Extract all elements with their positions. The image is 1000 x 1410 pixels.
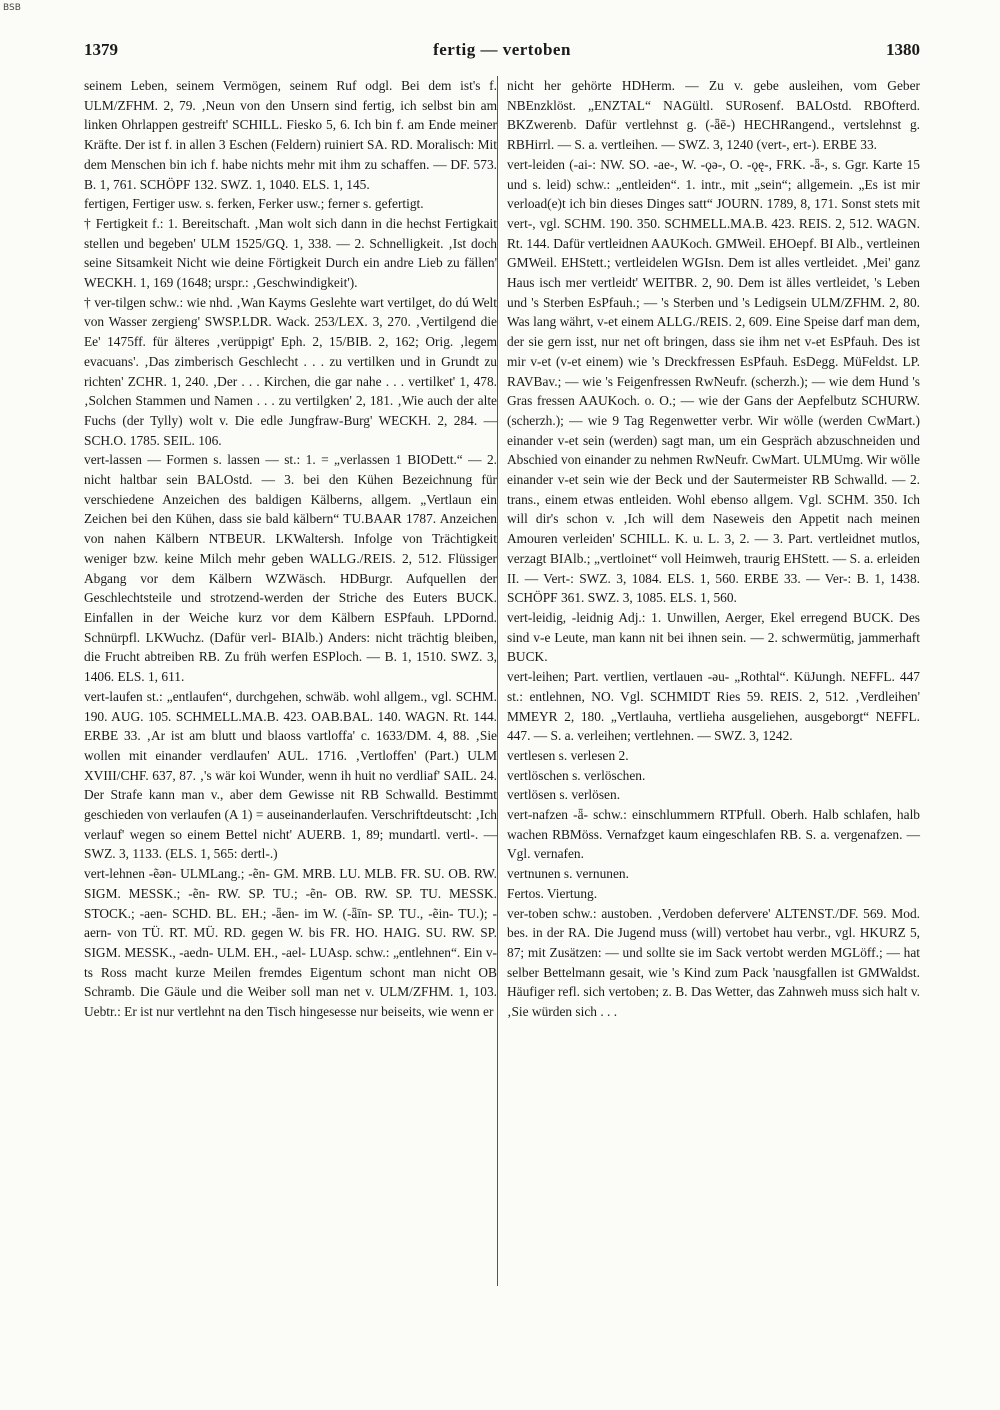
entry-paragraph: vert-lassen — Formen s. lassen — st.: 1. = „verlassen 1 BIODett.“ — 2. nicht haltbar sein BALOstd. — 3. bei den Kühen Bezeichnung für verschiedene Anzeichen des baldigen Kälberns, allgem. „Vertlaun ein Zeichen bei den Kühen, dass sie bald kälbern“ TU.BAAR 1787. Anzeichen von nahen Kälbern NTBEUR. LKWaltersh. Infolge von Trächtigkeit weniger bzw. keine Milch mehr geben WALLG./REIS. 2, 512. Flüssiger Abgang vor dem Kälbern WZWäsch. HDBurgr. Aufquellen der Geschlechtsteile und strotzend-werden der Striche des Euters BUCK. Einfallen in der Weiche kurz vor dem Kälbern ESPfauh. LPDornd. Schnürpfl. LKWuchz. (Dafür verl- BIAlb.) Anders: nicht trächtig bleiben, die Frucht abtreiben RB. Zu früh werfen ESPloch. — B. 1, 1510. SWZ. 3, 1406. ELS. 1, 611. xyxy=(84,452,497,685)
left-column xyxy=(84,76,497,1022)
entry-paragraph: † Fertigkeit f.: 1. Bereitschaft. ‚Man wolt sich dann in die hechst Fertigkait stellen und begeben' ULM 1525/GQ. 1, 338. — 2. Schnelligkeit. ‚Ist doch seine Sitsamkeit Nicht wie deine Förtigkeit Durch ein andre Lieb zu fällen' WECKH. 1, 169 (1648; urspr.: ‚Geschwindigkeit'). xyxy=(84,215,497,291)
entry-paragraph: vertlösen s. verlösen. xyxy=(507,787,621,803)
entry-paragraph: vert-leiden (-ai-: NW. SO. -ae-, W. -ǫə-, O. -ǫę-, FRK. -ǟ-, s. Ggr. Karte 15 und s. leid) schw.: „entleiden“. 1. intr., mit „sein“; allgemein. „Es ist mir verload(e)t ich bin dieses Dinges satt“ JOURN. 1789, 8, 171. Sonst stets mit vert-, vgl. SCHM. 190. 350. SCHMELL.MA.B. 423. REIS. 2, 512. WAGN. Rt. 144. Dafür vertleidnen AAUKoch. GMWeil. EHOepf. BI Alb., vertleinen GMWeil. EHStett.; vertleidelen WGIsn. Dem ist alles vertleidet. ‚Mei' ganz Haus isch mer vertleidt' WEITBR. 2, 90. Dem ist älles vertleidet, 's Leben und 's Sterben EsPfauh.; — 's Sterben und 's Ledigsein ULM/ZFHM. 2, 80. Was lang währt, v-et einem ALLG./REIS. 2, 609. Eine Speise darf man dem, der sie gern isst, nur net oft bringen, dass sie ihm net v-et EsPfauh. Des ist mir v-et (v-et einem) wie 's Dreckfressen EsPfauh. EsDegg. MüFeldst. LP. RAVBav.; — wie 's Feigenfressen RwNeufr. (scherzh.); — wie dem Hund 's Gras fressen AAUKoch. o. O.; — wie der Gans der Aepfelbutz SCHURW. (scherzh.); — wie 9 Tag Regenwetter verbr. Wir wölle (werden CwMart.) einander v-et sein (werden) sagt man, um ein Gespräch abzuschneiden und Abschied von einander zu nehmen RwNeufr. CwMart. ULMUmg. Wir wölle einander v-et sein wie der Beck und der Sautermeister RB Schwalld. — 2. trans., einem etwas entleiden. Wohl ebenso allgem. Vgl. SCHM. 350. Ich will dir's schon v. ‚Ich will dem Naseweis den Appetit nach meinen Amouren verleiden' SCHILL. K. u. L. 3, 2. — 3. Part. vertleidnet mutlos, verzagt BIAlb.; „vertloinet“ voll Heimweh, traurig EHStett. — S. a. erleiden II. — Vert-: SWZ. 3, 1084. ELS. 1, 560. ERBE 33. — Ver-: B. 1, 1438. SCHÖPF 361. SWZ. 3, 1085. ELS. 1, 560. xyxy=(507,156,920,606)
entry-paragraph: vert-leidig, -leidnig Adj.: 1. Unwillen, Aerger, Ekel erregend BUCK. Des sind v-e Leute, man kann nit bei ihnen sein. — 2. schwermütig, jammerhaft BUCK. xyxy=(507,609,920,665)
right-column xyxy=(507,76,920,1022)
column-divider xyxy=(497,76,498,1286)
entry-paragraph: seinem Leben, seinem Vermögen, seinem Ruf odgl. Bei dem ist's f. ULM/ZFHM. 2, 79. ‚Neun von den Unsern sind fertig, ich selbst bin am linken Ohrlappen gestreift' SCHILL. Fiesko 5, 6. Ich bin f. am Ende meiner Kräfte. Der ist f. in allen 3 Eschen (Feldern) ruiniert SA. RD. Moralisch: Mit dem Menschen bin ich f. habe nichts mehr mit ihm zu schaffen. — DF. 573. B. 1, 761. SCHÖPF 132. SWZ. 1, 1040. ELS. 1, 145. xyxy=(84,78,497,192)
header-title: fertig — vertoben xyxy=(433,40,571,59)
entry-paragraph: fertigen, Fertiger usw. s. ferken, Ferker usw.; ferner s. gefertigt. xyxy=(84,196,424,212)
page-number-right: 1380 xyxy=(886,40,920,59)
entry-paragraph: vert-laufen st.: „entlaufen“, durchgehen, schwäb. wohl allgem., vgl. SCHM. 190. AUG. 105. SCHMELL.MA.B. 423. OAB.BAL. 140. WAGN. Rt. 144. ERBE 33. ‚Ar ist am blutt und blaoss vartloffa' c. 1633/DM. 4, 88. ‚Sie wollen mit einander verdlaufen' AUL. 1716. ‚Vertloffen' (Part.) ULM XVIII/CHF. 637, 87. ‚'s wär koi Wunder, wenn ih huit no verdliaf' SAIL. 24. Der Strafe kann man v., aber dem Gewisse nit RB Schwalld. Bestimmt geschieden von verlaufen (A 1) = auseinanderlaufen. Verschriftdeutscht: ‚Ich verlauf' wegen so einem Bettel nicht' AUERB. 1, 89; mundartl. vertl-. — SWZ. 3, 1133. (ELS. 1, 565: dertl-.) xyxy=(84,688,497,862)
entry-paragraph: † ver-tilgen schw.: wie nhd. ‚Wan Kayms Geslehte wart vertilget, do dú Welt von Wasser zergieng' SWSP.LDR. Wack. 253/LEX. 3, 270. ‚Vertilgend die Ee' 1475ff. für älteres ‚verüppigt' Eph. 2, 15/BIB. 2, 162; Orig. ‚legem evacuans'. ‚Das zimberisch Geschlecht . . . zu vertilken und in Grundt zu richten' ZCHR. 1, 240. ‚Der . . . Kirchen, die gar nahe . . . vertilket' 1, 478. ‚Solchen Stammen und Namen . . . zu vertilgken' 2, 181. ‚Wie auch der alte Fuchs (der Tylly) wolt v. Die edle Jungfraw-Burg' WECKH. 2, 284. — SCH.O. 1785. SEIL. 106. xyxy=(84,294,497,448)
entry-paragraph: vertlöschen s. verlöschen. xyxy=(507,767,646,783)
entry-paragraph: nicht her gehörte HDHerm. — Zu v. gebe ausleihen, vom Geber NBEnzklöst. „ENZTAL“ NAGültl. SURosenf. BALOstd. RBOfterd. BKZwerenb. Dafür vertlehnst g. (-ǟē-) HECHRangend., vertslehnst g. RBHirrl. — S. a. vertleihen. — SWZ. 3, 1240 (vert-, ert-). ERBE 33. xyxy=(507,78,920,153)
entry-paragraph: vert-lehnen -ẽən- ULMLang.; -ẽn- GM. MRB. LU. MLB. FR. SU. OB. RW. SIGM. MESSK.; -ẽn- RW. SP. TU.; -ẽn- OB. RW. SP. TU. MESSK. STOCK.; -aen- SCHD. BL. EH.; -ǟen- im W. (-ǟīn- SP. TU., -ẽin- TU.); -aern- von TÜ. RT. MÜ. RD. gegen W. bis FR. HO. HAIG. SU. RW. SP. SIGM. MESSK., -aedn- ULM. EH., -ael- LUAsp. schw.: „entlehnen“. Ein v-ts Ross macht kurze Meilen fremdes Eigentum schont man nicht OB Schramb. Die Gäule und die Weiber soll man net v. ULM/ZFHM. 1, 103. Uebtr.: Er ist nur vertlehnt na den Tisch hingesesse nur beiseits, wie wenn er xyxy=(84,866,497,1020)
entry-paragraph: vert-leihen; Part. vertlien, vertlauen -əu- „Rothtal“. KüJungh. NEFFL. 447 st.: entlehnen, NO. Vgl. SCHMIDT Ries 59. REIS. 2, 512. ‚Verdleihen' MMEYR 2, 180. „Vertlauha, vertlieha ausgeliehen, ausgeborgt“ NEFFL. 447. — S. a. verleihen; vertlehnen. — SWZ. 3, 1242. xyxy=(507,669,920,744)
entry-paragraph: ver-toben schw.: austoben. ‚Verdoben defervere' ALTENST./DF. 569. Mod. bes. in der RA. Die Jugend muss (will) vertobet hau verbr., vgl. HKURZ 5, 87; mit Zusätzen: — und sollte sie im Sack vertobt werden MGLöff.; — hat selber Bettelmann gesait, wie 's Kind zum Pack 'nausgfallen ist GMWaldst. Häufiger refl. sich vertoben; z. B. Das Wetter, das Zahnweh muss sich halt v. ‚Sie würden sich . . . xyxy=(507,905,920,1020)
entry-paragraph: vert-nafzen -ǟ- schw.: einschlummern RTPfull. Oberh. Halb schlafen, halb wachen RBMöss. Vernafzget kaum eingeschlafen RB. S. a. vergenafzen. — Vgl. vernafen. xyxy=(507,807,920,862)
entry-paragraph: Fertos. Viertung. xyxy=(507,885,598,901)
entry-paragraph: vertlesen s. verlesen 2. xyxy=(507,747,629,763)
library-stamp: BSB xyxy=(3,3,21,13)
page-number-left: 1379 xyxy=(84,40,118,59)
running-header xyxy=(84,40,920,64)
entry-paragraph: vertnunen s. vernunen. xyxy=(507,866,629,882)
